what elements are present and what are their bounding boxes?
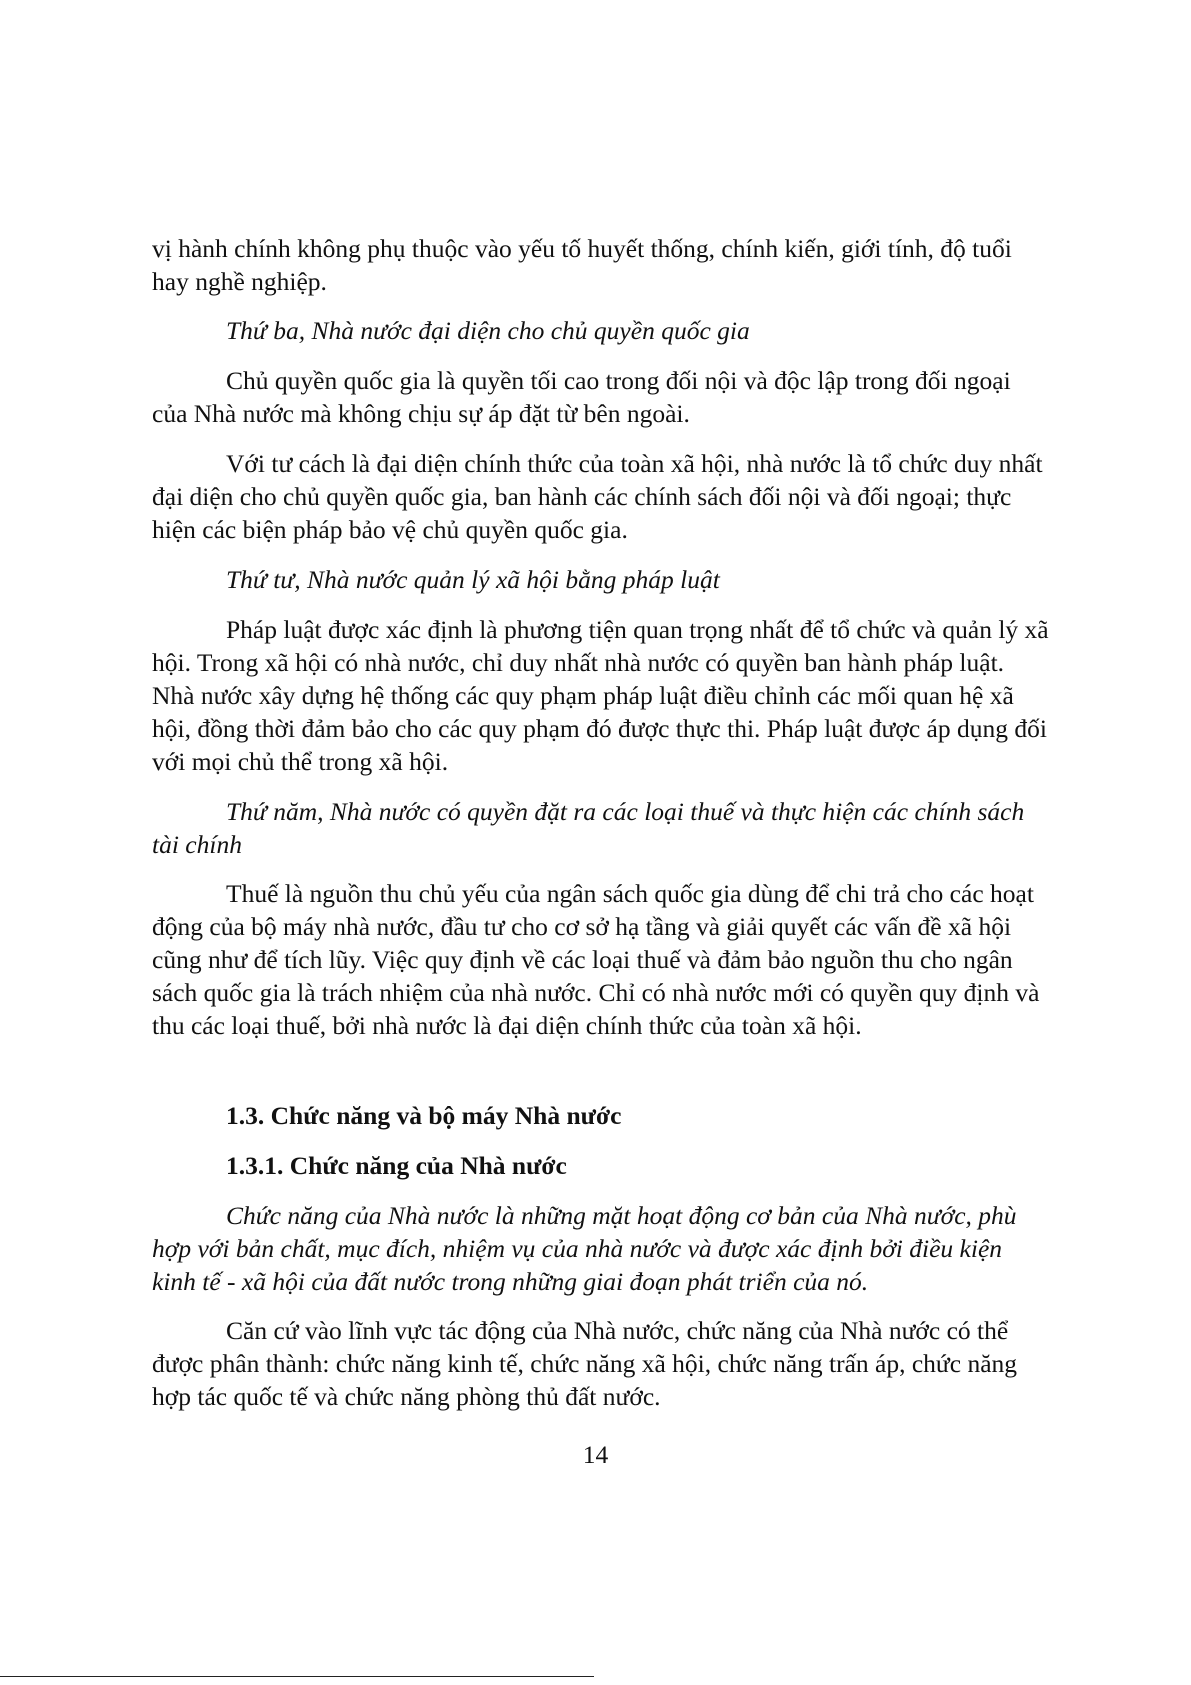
- paragraph-tax: Thuế là nguồn thu chủ yếu của ngân sách quốc gia dùng để chi trả cho các hoạt động của bộ máy nhà nước, đầu tư cho cơ sở hạ tầng và giải quyết các vấn đề xã hội cũng như để tích lũy. Việc quy định về các loại thuế và đảm bảo nguồn thu cho ngân sách quốc gia là trách nhiệm của nhà nước. Chỉ có nhà nước mới có quyền quy định và thu các loại thuế, bởi nhà nước là đại diện chính thức của toàn xã hội.: [152, 879, 1040, 1040]
- paragraph-function-classification: Căn cứ vào lĩnh vực tác động của Nhà nước, chức năng của Nhà nước có thể được phân thành: chức năng kinh tế, chức năng xã hội, chức năng trấn áp, chức năng hợp tác quốc tế và chức năng phòng thủ đất nước.: [152, 1316, 1018, 1411]
- subheading-thu-ba: Thứ ba, Nhà nước đại diện cho chủ quyền quốc gia: [226, 316, 750, 345]
- paragraph-sovereignty-representation: Với tư cách là đại diện chính thức của toàn xã hội, nhà nước là tổ chức duy nhất đại diện cho chủ quyền quốc gia, ban hành các chính sách đối nội và đối ngoại; thực hiện các biện pháp bảo vệ chủ quyền quốc gia.: [152, 449, 1043, 544]
- paragraph-continuation: vị hành chính không phụ thuộc vào yếu tố huyết thống, chính kiến, giới tính, độ tuổi hay nghề nghiệp.: [152, 234, 1012, 296]
- section-heading-1-3-1: 1.3.1. Chức năng của Nhà nước: [226, 1151, 567, 1180]
- paragraph-law: Pháp luật được xác định là phương tiện quan trọng nhất để tổ chức và quản lý xã hội. Trong xã hội có nhà nước, chỉ duy nhất nhà nước có quyền ban hành pháp luật. Nhà nước xây dựng hệ thống các quy phạm pháp luật điều chỉnh các mối quan hệ xã hội, đồng thời đảm bảo cho các quy phạm đó được thực thi. Pháp luật được áp dụng đối với mọi chủ thể trong xã hội.: [152, 615, 1049, 776]
- subheading-thu-nam: Thứ năm, Nhà nước có quyền đặt ra các loại thuế và thực hiện các chính sách tài chính: [152, 797, 1025, 859]
- subheading-thu-tu: Thứ tư, Nhà nước quản lý xã hội bằng pháp luật: [226, 565, 720, 594]
- section-heading-1-3: 1.3. Chức năng và bộ máy Nhà nước: [226, 1101, 622, 1130]
- footer-rule: [0, 1676, 594, 1677]
- paragraph-sovereignty-definition: Chủ quyền quốc gia là quyền tối cao trong đối nội và độc lập trong đối ngoại của Nhà nước mà không chịu sự áp đặt từ bên ngoài.: [152, 366, 1011, 428]
- paragraph-function-definition: Chức năng của Nhà nước là những mặt hoạt động cơ bản của Nhà nước, phù hợp với bản chất, mục đích, nhiệm vụ của nhà nước và được xác định bởi điều kiện kinh tế - xã hội của đất nước trong những giai đoạn phát triển của nó.: [152, 1201, 1017, 1296]
- page-number: 14: [582, 1440, 609, 1469]
